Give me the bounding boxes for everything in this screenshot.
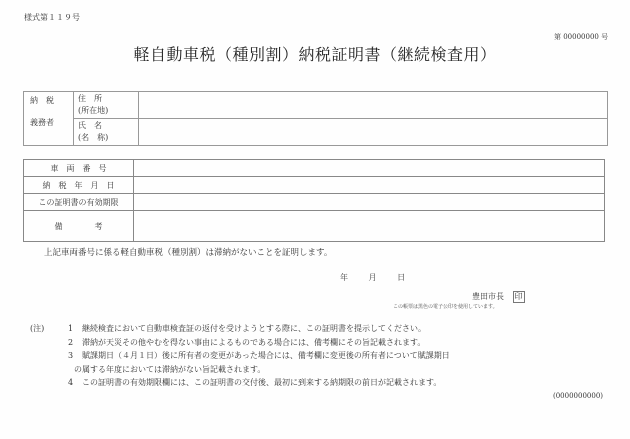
remarks-field[interactable]	[134, 211, 605, 242]
vehicle-number-label: 車 両 番 号	[24, 160, 134, 177]
note-item-continuation: の属する年度においては滞納がない旨記載されます。	[74, 364, 266, 374]
name-field[interactable]	[139, 119, 608, 146]
taxpayer-label-bottom: 義務者	[30, 118, 54, 127]
remarks-label: 備 考	[24, 211, 134, 242]
taxpayer-group-label	[24, 92, 74, 146]
address-label: 住 所 (所在地)	[74, 92, 139, 119]
page-title: 軽自動車税（種別割）納税証明書（継続検査用）	[133, 45, 497, 64]
name-label: 氏 名 (名 称)	[74, 119, 139, 146]
issuer-name: 豊田市長	[472, 292, 504, 301]
payment-date-field[interactable]	[134, 177, 605, 194]
note-item: (注) 1 継続検査において自動車検査証の返付を受けようとする際に、この証明書を提示してください。	[30, 322, 450, 336]
taxpayer-table	[23, 91, 608, 146]
date-month: 月	[368, 273, 377, 282]
address-field[interactable]	[139, 92, 608, 119]
vehicle-number-field[interactable]	[134, 160, 605, 177]
taxpayer-label-top: 納 税	[30, 96, 54, 105]
date-day: 日	[397, 273, 406, 282]
footer-code: (0000000000)	[553, 392, 603, 400]
issue-date	[340, 272, 423, 283]
document-number: 第 00000000 号	[554, 33, 609, 41]
note-item: 2 滞納が天災その他やむを得ない事由によるものである場合には、備考欄にその旨記載されます。	[68, 337, 426, 347]
form-number: 様式第１１９号	[24, 13, 80, 22]
vehicle-table	[23, 159, 605, 242]
notes-heading: (注)	[30, 324, 45, 333]
note-item: 3 賦課期日（４月１日）後に所有者の変更があった場合には、備考欄に変更後の所有者について賦課期日	[68, 351, 450, 360]
issuer	[472, 291, 525, 303]
date-year: 年	[340, 273, 348, 282]
validity-period-field[interactable]	[134, 194, 605, 211]
payment-date-label: 納 税 年 月 日	[24, 177, 134, 194]
note-item: 4 この証明書の有効期限欄には、この証明書の交付後、最初に到来する納期限の前日が記載されます。	[68, 378, 442, 387]
validity-period-label: この証明書の有効期限	[24, 194, 134, 211]
seal-icon: 印	[514, 292, 523, 301]
seal-note: この帳票は黒色の電子公印を使用しています。	[393, 304, 498, 310]
notes-section	[30, 322, 450, 390]
certification-statement: 上記車両番号に係る軽自動車税（種別割）は滞納がないことを証明します。	[44, 248, 333, 258]
